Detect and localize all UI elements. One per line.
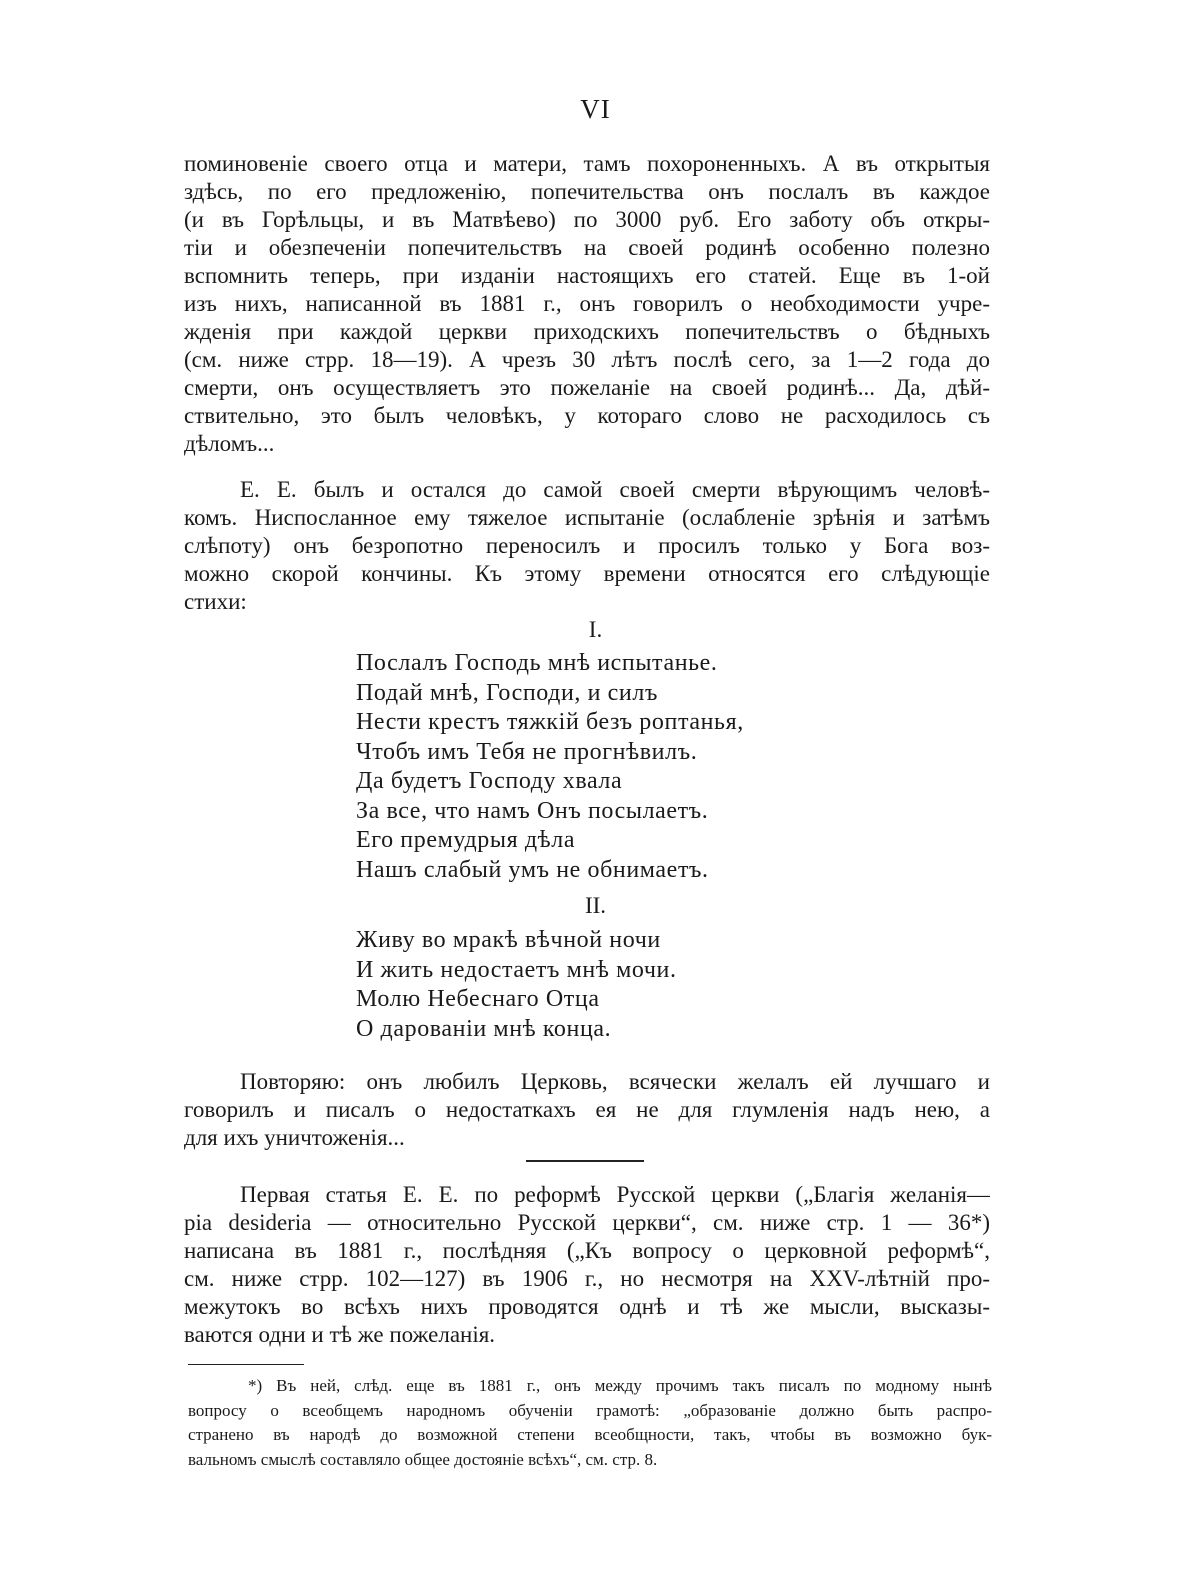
text-line: вспомнить теперь, при изданiи настоящихъ его статей. Еще въ 1-ой [184,263,990,288]
text-line: можно скорой кончины. Къ этому времени относятся его слѣдующiе [184,561,990,586]
text-line: изъ нихъ, написанной въ 1881 г., онъ говорилъ о необходимости учре- [184,291,990,316]
text-line: здѣсь, по его предложенiю, попечительства онъ послалъ въ каждое [184,179,990,204]
text-line: pia desideria — относительно Русской церкви“, см. ниже стр. 1 — 36*) [184,1210,990,1235]
text-line: комъ. Ниспосланное ему тяжелое испытанiе (ослабленiе зрѣнiя и затѣмъ [184,505,990,530]
footnote-line: вальномъ смыслѣ составляло общее достоянiе всѣхъ“, см. стр. 8. [188,1449,658,1469]
poem-line: О дарованiи мнѣ конца. [356,1015,612,1042]
text-line: стихи: [184,589,247,614]
text-line: поминовенiе своего отца и матери, тамъ похороненныхъ. А въ открытыя [184,151,990,176]
poem-line: Нести крестъ тяжкiй безъ роптанья, [356,709,744,735]
page-number: VI [580,94,611,124]
text-line: ваются одни и тѣ же пожеланiя. [184,1322,496,1347]
text-line: тiи и обезпеченiи попечительствъ на своей родинѣ особенно полезно [184,235,990,260]
poem-number-1: I. [588,617,603,642]
text-line: слѣпоту) онъ безропотно переносилъ и просилъ только у Бога воз- [184,533,990,558]
text-line: (см. ниже стрр. 18—19). А чрезъ 30 лѣтъ послѣ сего, за 1—2 года до [184,347,990,372]
poem-2 [356,926,677,1044]
footnote-line: странено въ народѣ до возможной степени всеобщности, такъ, чтобы въ возможно бук- [188,1425,992,1444]
poem-line: Молю Небеснаго Отца [356,986,600,1012]
text-line: см. ниже стрр. 102—127) въ 1906 г., но несмотря на XXV-лѣтнiй про- [184,1266,990,1291]
poem-line: За все, что намъ Онъ посылаетъ. [356,797,709,824]
text-line: Повторяю: онъ любилъ Церковь, всячески желалъ ей лучшаго и [240,1069,990,1094]
footnote-line: вопросу о всеобщемъ народномъ обученiи грамотѣ: „образованiе должно быть распро- [188,1400,992,1420]
footnote-line: *) Въ ней, слѣд. еще въ 1881 г., онъ между прочимъ такъ писалъ по модному нынѣ [248,1376,992,1395]
poem-line: Подай мнѣ, Господи, и силъ [356,679,658,706]
poem-line: Да будетъ Господу хвала [356,768,623,794]
text-line: жденiя при каждой церкви приходскихъ попечительствъ о бѣдныхъ [184,319,990,344]
text-line: написана въ 1881 г., послѣдняя („Къ вопросу о церковной реформѣ“, [184,1238,990,1263]
paragraph-3 [184,1068,990,1152]
poem-line: Живу во мракѣ вѣчной ночи [356,927,661,953]
text-line: говорилъ и писалъ о недостаткахъ ея не для глумленiя надъ нею, а [184,1097,990,1122]
poem-line: Его премудрыя дѣла [356,827,576,853]
text-line: смерти, онъ осуществляетъ это пожеланiе на своей родинѣ... Да, дѣй- [184,375,990,400]
text-line: для ихъ уничтоженiя... [184,1125,405,1150]
poem-1 [356,649,744,885]
poem-number-2: II. [584,893,607,918]
text-line: межутокъ во всѣхъ нихъ проводятся однѣ и тѣ же мысли, высказы- [184,1294,990,1319]
footnote-rule [188,1364,304,1365]
text-line: Первая статья Е. Е. по реформѣ Русской церкви („Благiя желанiя— [240,1182,990,1207]
text-line: (и въ Горѣльцы, и въ Матвѣево) по 3000 руб. Его заботу объ откры- [184,207,990,232]
text-line: дѣломъ... [184,431,275,456]
footnote [188,1374,992,1472]
text-line: Е. Е. былъ и остался до самой своей смерти вѣрующимъ человѣ- [240,477,990,502]
poem-line: Чтобъ имъ Тебя не прогнѣвилъ. [356,738,698,765]
section-divider [526,1160,644,1162]
paragraph-1 [184,150,990,458]
poem-line: Послалъ Господь мнѣ испытанье. [356,650,718,676]
poem-line: Нашъ слабый умъ не обнимаетъ. [356,856,709,883]
poem-line: И жить недостаетъ мнѣ мочи. [356,956,677,983]
text-line: ствительно, это былъ человѣкъ, у котораго слово не расходилось съ [184,403,990,428]
paragraph-2 [184,476,990,616]
paragraph-4 [184,1181,990,1349]
